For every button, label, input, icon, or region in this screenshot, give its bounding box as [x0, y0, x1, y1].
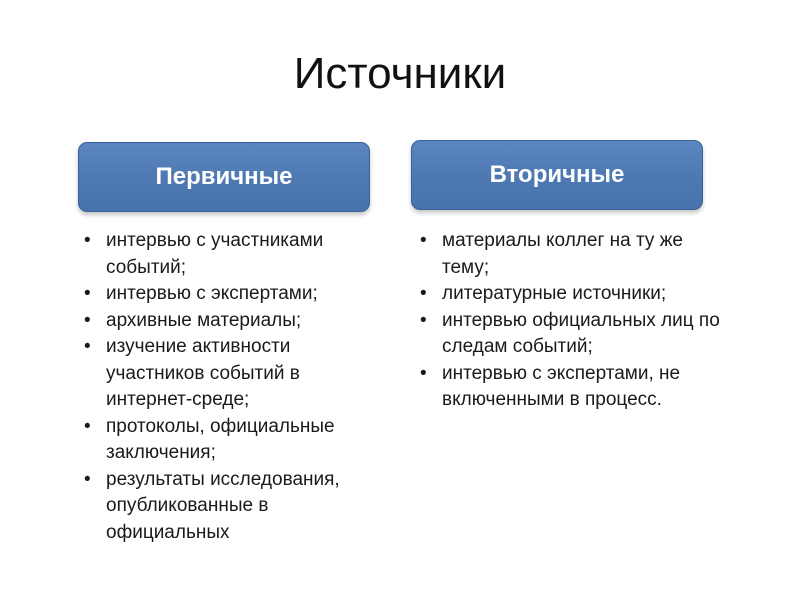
bullet-icon: •	[84, 415, 91, 437]
bullet-icon: •	[84, 336, 91, 357]
list-item-text: интервью с экспертами, не включенными в процесс.	[442, 362, 681, 410]
bullet-icon: •	[84, 230, 91, 251]
secondary-sources-header	[411, 140, 703, 210]
list-item-text: литературные источники;	[442, 283, 667, 304]
bullet-icon: •	[84, 283, 91, 304]
primary-sources-header	[78, 142, 370, 212]
list-item-text: результаты исследования, опубликованные в официальных	[106, 468, 340, 543]
bullet-icon: •	[420, 309, 427, 331]
bullet-icon: •	[420, 362, 427, 384]
list-item	[84, 308, 384, 335]
list-item	[420, 308, 720, 361]
list-item	[84, 281, 384, 308]
bullet-icon: •	[420, 283, 427, 304]
list-item	[420, 281, 720, 308]
list-item-text: архивные материалы;	[106, 309, 302, 331]
bullet-icon: •	[84, 309, 91, 331]
list-item-text: изучение активности участников событий в интернет-среде;	[106, 336, 300, 410]
page-title: Источники	[293, 49, 507, 98]
list-item-text: интервью с экспертами;	[106, 283, 318, 304]
list-item	[420, 361, 720, 414]
primary-sources-label: Первичные	[155, 163, 293, 190]
list-item-text: материалы коллег на ту же тему;	[442, 230, 683, 278]
list-item	[84, 228, 384, 281]
list-item	[84, 414, 384, 467]
list-item	[84, 334, 384, 414]
list-item-text: протоколы, официальные заключения;	[106, 415, 335, 463]
bullet-icon: •	[84, 468, 91, 490]
secondary-sources-list	[420, 228, 720, 414]
list-item-text: интервью с участниками событий;	[106, 230, 324, 278]
bullet-icon: •	[420, 230, 427, 251]
primary-sources-list	[84, 228, 384, 546]
list-item	[84, 467, 384, 547]
secondary-sources-label: Вторичные	[489, 161, 625, 188]
list-item-text: интервью официальных лиц по следам событий;	[442, 309, 720, 357]
list-item	[420, 228, 720, 281]
